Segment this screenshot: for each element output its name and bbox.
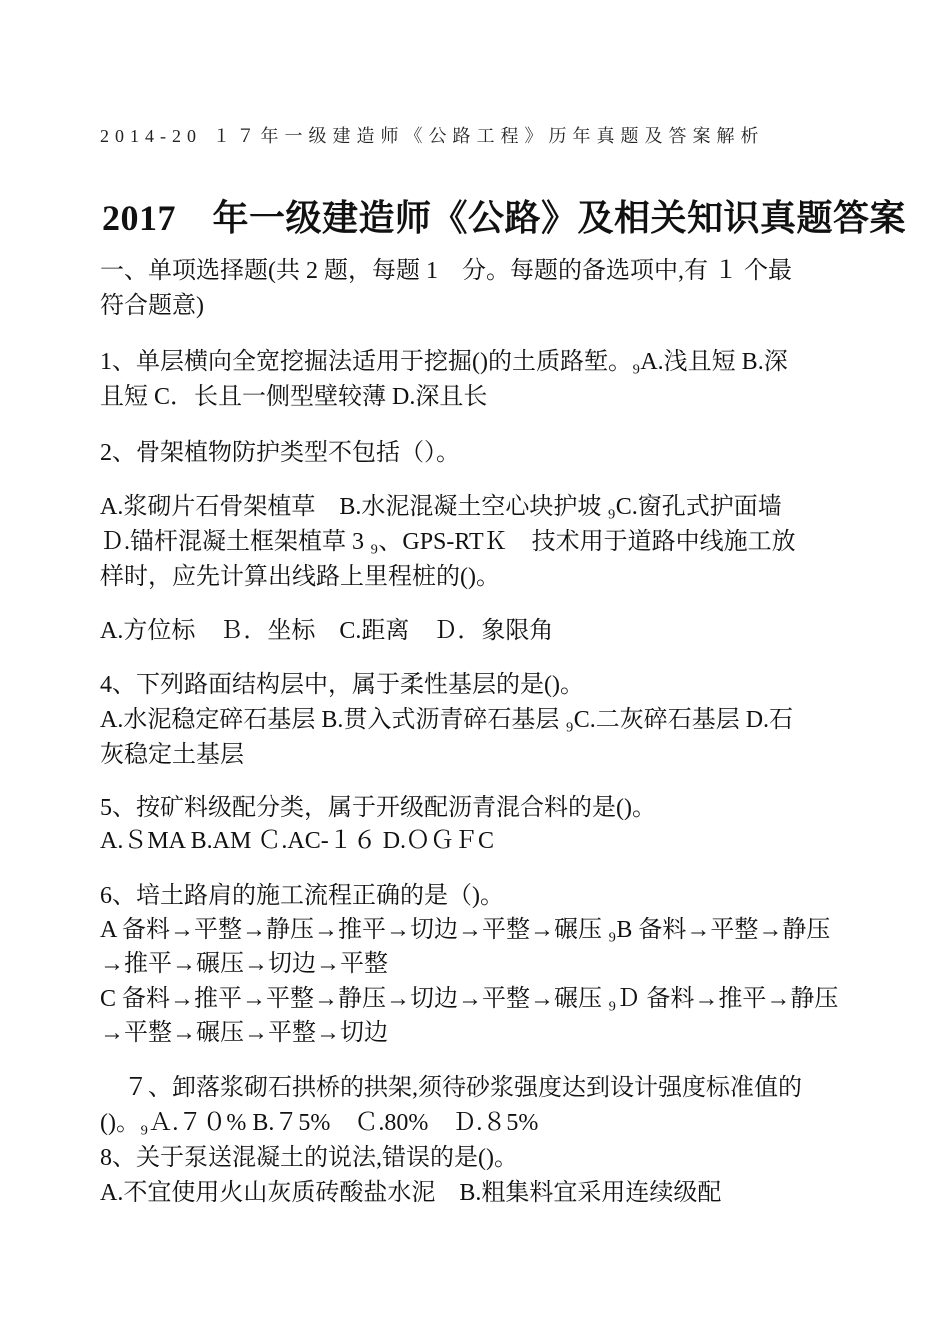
question-2-options-cont: Ｄ.锚杆混凝土框架植草 3 ₉、GPS-RTＫ 技术用于道路中线施工放 (100, 529, 796, 555)
section-heading: 一、单项选择题(共 2 题，每题 1 分。每题的备选项中,有 １ 个最 (100, 258, 792, 284)
question-7: ７、卸落浆砌石拱桥的拱架,须待砂浆强度达到设计强度标准值的 (100, 1075, 802, 1101)
question-4: 4、下列路面结构层中，属于柔性基层的是()。 (100, 672, 584, 698)
question-7-options: ()。₉Ａ.７０% B.７5% Ｃ.80% Ｄ.８5% (100, 1110, 539, 1136)
question-5: 5、按矿料级配分类，属于开级配沥青混合料的是()。 (100, 795, 656, 821)
document-title: 2017 年一级建造师《公路》及相关知识真题答案 (102, 198, 907, 238)
question-5-options: A.ＳMA B.AM Ｃ.AC-１６ D.ＯＧＦC (100, 828, 495, 854)
question-6: 6、培土路肩的施工流程正确的是（)。 (100, 883, 504, 909)
question-1: 1、单层横向全宽挖掘法适用于挖掘()的土质路堑。₉A.浅且短 B.深 (100, 349, 788, 375)
question-6-option-c-d: C 备料→推平→平整→静压→切边→平整→碾压 ₉Ｄ 备料→推平→静压 (100, 986, 839, 1012)
page-header: 2014-20 １７年一级建造师《公路工程》历年真题及答案解析 (100, 126, 765, 146)
question-4-options: A.水泥稳定碎石基层 B.贯入式沥青碎石基层 ₉C.二灰碎石基层 D.石 (100, 707, 794, 733)
question-6-option-d-cont: →平整→碾压→平整→切边 (100, 1020, 388, 1046)
question-6-option-b-cont: →推平→碾压→切边→平整 (100, 951, 388, 977)
question-8: 8、关于泵送混凝土的说法,错误的是()。 (100, 1145, 518, 1171)
section-heading-cont: 符合题意) (100, 293, 204, 319)
question-2: 2、骨架植物防护类型不包括（）。 (100, 440, 460, 466)
question-4-options-cont: 灰稳定土基层 (100, 742, 244, 768)
question-3-cont: 样时，应先计算出线路上里程桩的()。 (100, 564, 500, 590)
question-2-options: A.浆砌片石骨架植草 B.水泥混凝土空心块护坡 ₉C.窗孔式护面墙 (100, 494, 782, 520)
question-1-cont: 且短 C．长且一侧型壁较薄 D.深且长 (100, 384, 488, 410)
question-6-option-a-b: A 备料→平整→静压→推平→切边→平整→碾压 ₉B 备料→平整→静压 (100, 917, 831, 943)
question-3-options: A.方位标 Ｂ．坐标 C.距离 Ｄ．象限角 (100, 618, 554, 644)
question-8-options: A.不宜使用火山灰质砖酸盐水泥 B.粗集料宜采用连续级配 (100, 1180, 722, 1206)
